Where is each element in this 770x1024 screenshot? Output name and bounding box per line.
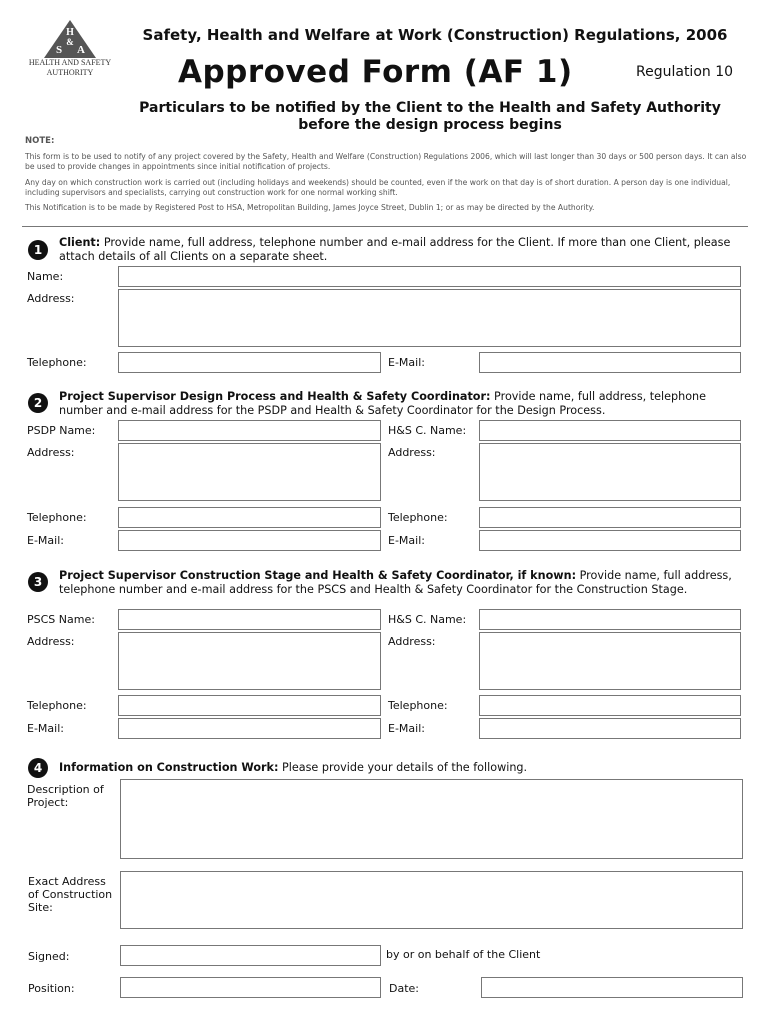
construction-hsc-name-label: H&S C. Name: [388, 613, 467, 626]
pscs-email-field[interactable] [118, 718, 381, 739]
note-paragraph-3: This Notification is to be made by Registered Post to HSA, Metropolitan Building, James Joyce Street, Dublin 1; or as may be directed by the Authority. [25, 203, 595, 212]
section-1-heading: Client: Provide name, full address, telephone number and e-mail address for the Client. If more than one Client, please attach details of all Clients on a separate sheet. [59, 236, 731, 263]
pscs-address-label: Address: [27, 635, 75, 648]
psdp-email-label: E-Mail: [27, 534, 64, 547]
design-hsc-telephone-field[interactable] [479, 507, 741, 528]
site-address-label: Exact Address of Construction Site: [28, 875, 113, 914]
design-hsc-email-field[interactable] [479, 530, 741, 551]
pscs-address-field[interactable] [118, 632, 381, 690]
psdp-address-label: Address: [27, 446, 75, 459]
position-label: Position: [28, 982, 75, 995]
hsa-logo [20, 20, 120, 82]
section-4-heading: Information on Construction Work: Please provide your details of the following. [59, 761, 528, 774]
construction-hsc-address-label: Address: [388, 635, 436, 648]
position-field[interactable] [120, 977, 381, 998]
construction-hsc-name-field[interactable] [479, 609, 741, 630]
section-3-heading: Project Supervisor Construction Stage and Health & Safety Coordinator, if known: Provide name, full address, telephone number and e-mail address for the PSCS and Health & Safety Coordinator for the Construction Stage. [59, 569, 732, 596]
svg-text:A: A [77, 44, 85, 56]
pscs-email-label: E-Mail: [27, 722, 64, 735]
client-address-field[interactable] [118, 289, 741, 347]
psdp-name-field[interactable] [118, 420, 381, 441]
section-4-badge: 4 [28, 758, 48, 778]
design-hsc-address-label: Address: [388, 446, 436, 459]
construction-hsc-email-label: E-Mail: [388, 722, 425, 735]
pscs-name-field[interactable] [118, 609, 381, 630]
note-paragraph-1: This form is to be used to notify of any project covered by the Safety, Health and Welfare (Construction) Regulations 2006, which will last longer than 30 days or 500 person days. It can also be used to provide changes in appointments since initial notification of projects. [25, 152, 747, 171]
design-hsc-email-label: E-Mail: [388, 534, 425, 547]
design-hsc-telephone-label: Telephone: [388, 511, 448, 524]
signature-field[interactable] [120, 945, 381, 966]
pscs-name-label: PSCS Name: [27, 613, 95, 626]
divider [22, 226, 748, 227]
section-3-badge: 3 [28, 572, 48, 592]
section-2-heading: Project Supervisor Design Process and Health & Safety Coordinator: Provide name, full address, telephone number and e-mail address for the PSDP and Health & Safety Coordinator for the Design Process. [59, 390, 707, 417]
psdp-email-field[interactable] [118, 530, 381, 551]
psdp-name-label: PSDP Name: [27, 424, 96, 437]
form-subtitle: Particulars to be notified by the Client to the Health and Safety Authority before the design process begins [139, 100, 721, 133]
psdp-telephone-field[interactable] [118, 507, 381, 528]
note-paragraph-2: Any day on which construction work is carried out (including holidays and weekends) should be counted, even if the work on that day is of short duration. A person day is one individual, including supervisors and specialists, carrying out construction work for one normal working shift. [25, 178, 731, 197]
construction-hsc-address-field[interactable] [479, 632, 741, 690]
construction-hsc-telephone-label: Telephone: [388, 699, 448, 712]
signed-label: Signed: [28, 950, 70, 963]
regulation-number: Regulation 10 [636, 64, 734, 80]
pscs-telephone-label: Telephone: [27, 699, 87, 712]
svg-text:&: & [66, 37, 74, 47]
client-address-label: Address: [27, 292, 75, 305]
construction-hsc-telephone-field[interactable] [479, 695, 741, 716]
client-email-field[interactable] [479, 352, 741, 373]
design-hsc-address-field[interactable] [479, 443, 741, 501]
client-name-label: Name: [27, 270, 64, 283]
section-1-badge: 1 [28, 240, 48, 260]
design-hsc-name-field[interactable] [479, 420, 741, 441]
hsa-triangle-icon [44, 20, 96, 58]
client-telephone-label: Telephone: [27, 356, 87, 369]
svg-text:H: H [66, 27, 74, 38]
client-telephone-field[interactable] [118, 352, 381, 373]
design-hsc-name-label: H&S C. Name: [388, 424, 467, 437]
on-behalf-text: by or on behalf of the Client [386, 948, 541, 961]
date-label: Date: [389, 982, 419, 995]
site-address-field[interactable] [120, 871, 743, 929]
logo-org-name: HEALTH AND SAFETY AUTHORITY [28, 58, 112, 77]
regulations-title: Safety, Health and Welfare at Work (Construction) Regulations, 2006 [142, 26, 728, 44]
project-description-label: Description of Project: [27, 783, 104, 809]
svg-text:S: S [55, 44, 63, 56]
client-name-field[interactable] [118, 266, 741, 287]
psdp-telephone-label: Telephone: [27, 511, 87, 524]
project-description-field[interactable] [120, 779, 743, 859]
construction-hsc-email-field[interactable] [479, 718, 741, 739]
client-email-label: E-Mail: [388, 356, 425, 369]
pscs-telephone-field[interactable] [118, 695, 381, 716]
section-2-badge: 2 [28, 393, 48, 413]
form-title: Approved Form (AF 1) [178, 54, 573, 90]
psdp-address-field[interactable] [118, 443, 381, 501]
note-label: NOTE: [25, 136, 55, 146]
date-field[interactable] [481, 977, 743, 998]
